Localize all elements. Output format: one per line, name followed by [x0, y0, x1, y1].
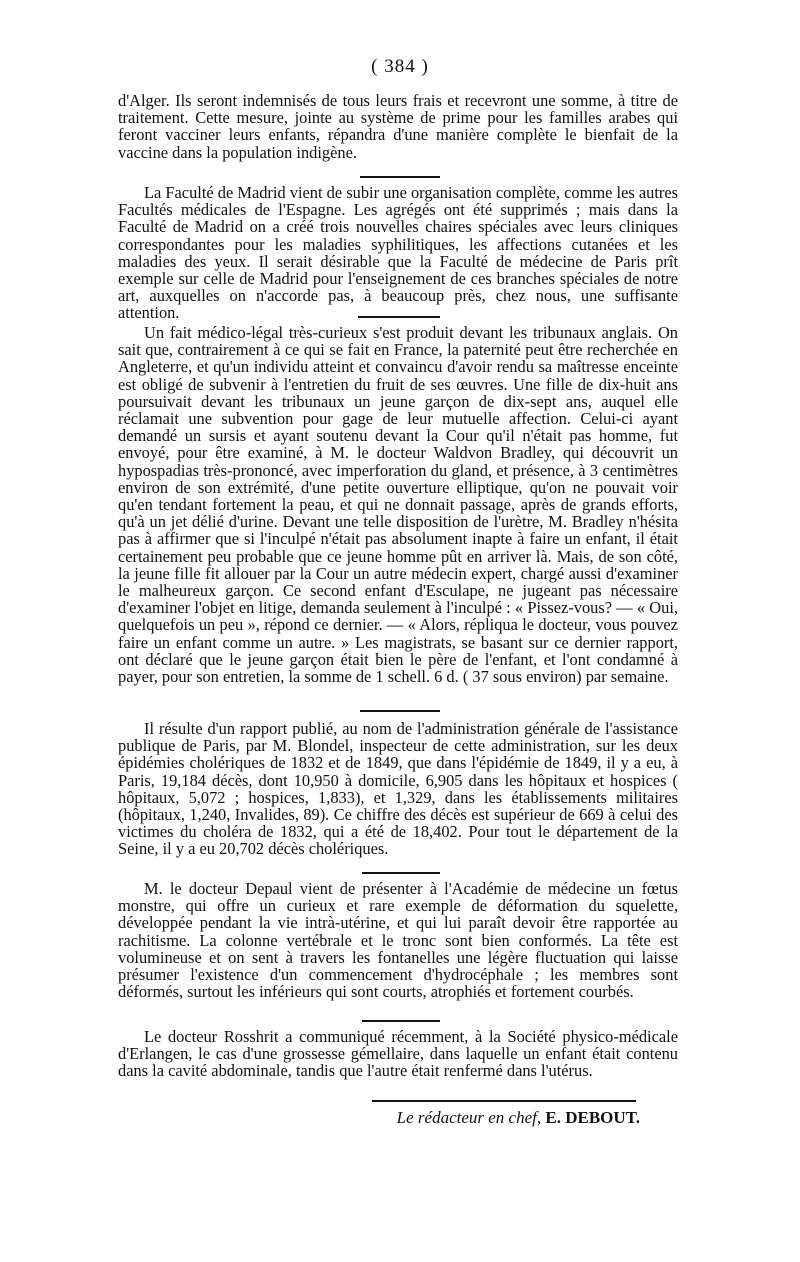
section-divider: [362, 1020, 440, 1022]
section-divider: [360, 176, 440, 178]
section-divider: [358, 316, 440, 318]
paragraph-twin-pregnancy: [118, 1028, 678, 1080]
paragraph-text: La Faculté de Madrid vient de subir une organisation complète, comme les autres Facultés médicales de l'Espagne. Les agrégés ont été supprimés ; mais dans la Faculté de Madrid on a créé trois nouvelles chaires spéciales avec leurs cliniques correspondantes pour les maladies syphilitiques, les affections cutanées et les maladies des yeux. Il serait désirable que la Faculté de médecine de Paris prît exemple sur celle de Madrid pour l'enseignement de ces branches spéciales de notre art, auxquelles on n'accorde pas, à beaucoup près, chez nous, une suffisante attention.: [118, 183, 678, 323]
paragraph-text: Un fait médico-légal très-curieux s'est produit devant les tribunaux anglais. On sait que, contrairement à ce qui se fait en France, la paternité peut être recherchée en Angleterre, et qu'un individu atteint et convaincu d'avoir rendu sa maîtresse enceinte est obligé de subvenir à l'entretien du fruit de ses œuvres. Une fille de dix-huit ans poursuivait devant les tribunaux un jeune garçon de dix-sept ans, auquel elle réclamait une subvention pour gage de leur mutuelle affection. Celui-ci ayant demandé un sursis et ayant soutenu devant la Cour qu'il n'était pas homme, fut envoyé, pour être examiné, à M. le docteur Waldvon Bradley, qui découvrit un hypospadias très-prononcé, avec imperforation du gland, et présence, à 3 centimètres environ de son extrémité, d'une petite ouverture elliptique, qu'on ne pouvait voir qu'en tendant fortement la peau, et qui ne donnait passage, après de grands efforts, qu'à un jet délié d'urine. Devant une telle disposition de l'urètre, M. Bradley n'hésita pas à affirmer que si l'inculpé n'était pas absolument inapte à faire un enfant, il était certainement peu probable que ce jeune homme pût en arriver là. Mais, de son côté, la jeune fille fit allouer par la Cour un autre médecin expert, chargé aussi d'examiner le malheureux garçon. Ce second enfant d'Esculape, ne jugeant pas nécessaire d'examiner l'objet en litige, demanda seulement à l'inculpé : « Pissez-vous? — « Oui, quelquefois un peu », répond ce dernier. — « Alors, répliqua le docteur, vous pouvez faire un enfant comme un autre. » Les magistrats, se basant sur ce dernier rapport, ont déclaré que le jeune garçon était bien le père de l'enfant, et l'ont condamné à payer, pour son entretien, la somme de 1 schell. 6 d. ( 37 sous environ) par semaine.: [118, 323, 678, 687]
paragraph-cholera-report: [118, 720, 678, 858]
paragraph-text: Le docteur Rosshrit a communiqué récemment, à la Société physico-médicale d'Erlangen, le cas d'une grossesse gémellaire, dans laquelle un enfant était contenu dans la cavité abdominale, tandis que l'autre était renfermé dans l'utérus.: [118, 1027, 678, 1081]
paragraph-text: d'Alger. Ils seront indemnisés de tous leurs frais et recevront une somme, à titre de traitement. Cette mesure, jointe au système de prime pour les familles arabes qui feront vacciner leurs enfants, répandra d'une manière complète le bienfait de la vaccine dans la population indigène.: [118, 91, 678, 162]
section-divider: [360, 710, 440, 712]
paragraph-text: Il résulte d'un rapport publié, au nom de l'administration générale de l'assistance publique de Paris, par M. Blondel, inspecteur de cette administration, sur les deux épidémies cholériques de 1832 et de 1849, que dans l'épidémie de 1849, il y a eu, à Paris, 19,184 décès, dont 10,950 à domicile, 6,905 dans les hôpitaux et hospices ( hôpitaux, 5,072 ; hospices, 1,833), et 1,329, dans les établissements militaires (hôpitaux, 1,240, Invalides, 89). Ce chiffre des décès est supérieur de 669 à celui des victimes du choléra de 1832, qui a été de 18,402. Pour tout le département de la Seine, il y a eu 20,702 décès cholériques.: [118, 719, 678, 859]
paragraph-vaccine-algeria: [118, 92, 678, 161]
paragraph-medico-legal-case: [118, 324, 678, 685]
paragraph-fetus-monster: [118, 880, 678, 1000]
editor-signature: [118, 1108, 640, 1128]
signature-name: E. DEBOUT.: [545, 1108, 640, 1127]
paragraph-text: M. le docteur Depaul vient de présenter à l'Académie de médecine un fœtus monstre, qui offre un curieux et rare exemple de déformation du squelette, développée pendant la vie intrà-utérine, et qui lui paraît devoir être rapportée au rachitisme. La colonne vertébrale et le tronc sont bien conformés. La tête est volumineuse et on sent à travers les fontanelles une légère fluctuation qui laisse présumer l'existence d'un commencement d'hydrocéphale ; les membres sont déformés, surtout les inférieurs qui sont courts, atrophiés et fortement courbés.: [118, 879, 678, 1002]
paragraph-madrid-faculty: [118, 184, 678, 322]
section-divider: [362, 872, 440, 874]
page-number: ( 384 ): [371, 56, 429, 77]
signature-role: Le rédacteur en chef,: [396, 1108, 542, 1127]
closing-rule: [372, 1100, 636, 1102]
